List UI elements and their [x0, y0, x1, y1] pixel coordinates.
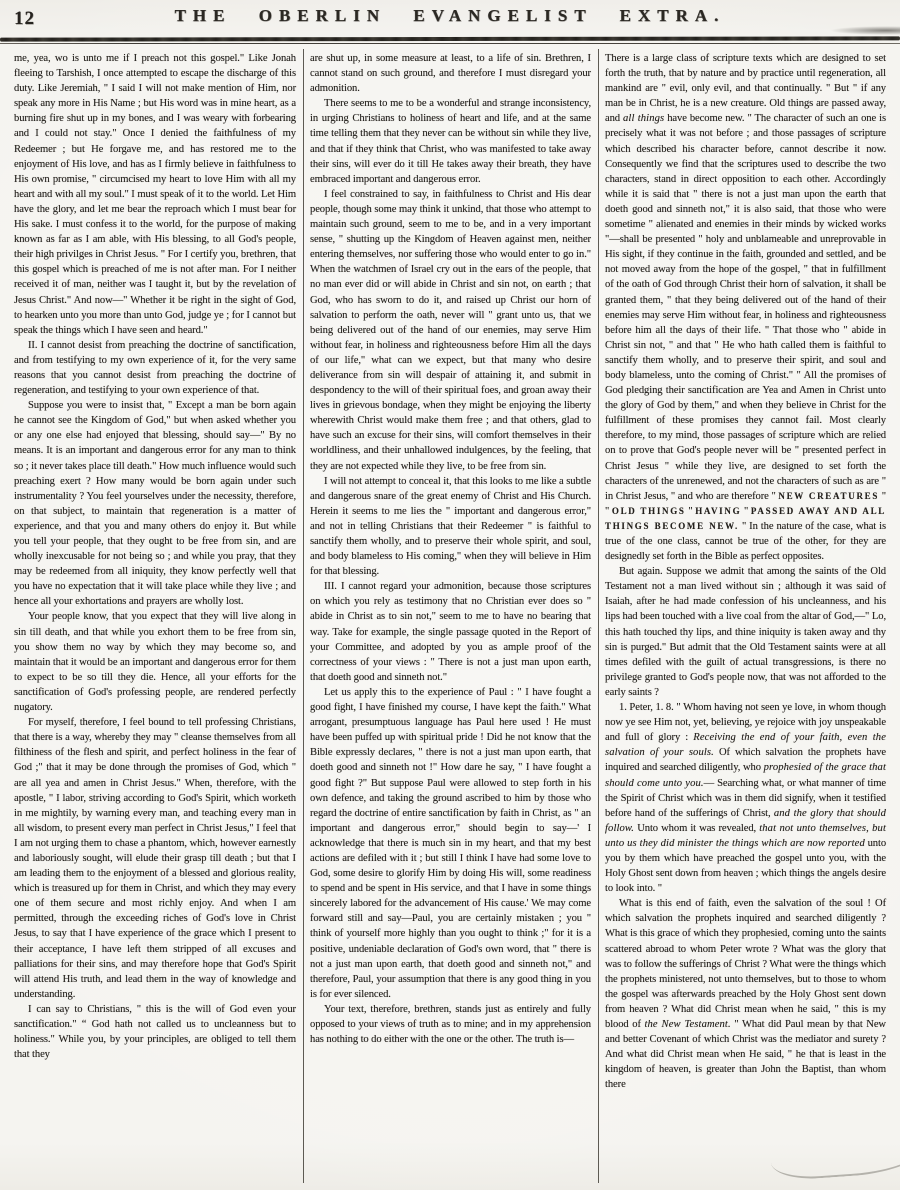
- column-2: [303, 49, 598, 1183]
- masthead: [0, 0, 900, 36]
- paragraph: I feel constrained to say, in faithfulness to Christ and His dear people, though some may think it unkind, that those who attempt to maintain such ground, seem to me to be, and in a very important sense, " shutting up the Kingdom of Heaven against men, neither entering themselves, nor suffering those who would enter to go in." When the watchmen of Israel cry out in the ears of the people, that no man ever did or will abide in Christ and sin not, on earth ; that God, who has sworn to do it, and raised up Christ our horn of salvation to perform the oath, never will " grant unto us, that we being delivered out of the hand of our enemies, may serve Him without fear, in holiness and righteousness before Him all the days of our life," what can we expect, but that many who desire deliverance from sin will despair of attaining it, and submit in despondency to the will of their spiritual foes, and groan away their lives in grievous bondage, when they might be enjoying the liberty wherewith Christ would make them free ; and that others, glad to have such an excuse for their sins, will comfort themselves in their worldliness, and their unhallowed indulgences, by the feeling, that they are not expected while they live, to be free from sin.: [310, 188, 591, 472]
- column-1: [8, 49, 303, 1183]
- paragraph: are shut up, in some measure at least, to a life of sin. Brethren, I cannot stand on such ground, and therefore I must disregard your admonition.: [310, 53, 591, 95]
- page-number: 12: [14, 8, 35, 29]
- columns-container: [0, 47, 900, 1183]
- paragraph: me, yea, wo is unto me if I preach not this gospel." Like Jonah fleeing to Tarshish, I once attempted to escape the discharge of this duty. Like Jeremiah, " I said I will not make mention of Him, nor speak any more in His Name ; but His word was in mine heart, as a burning fire shut up in my bones, and I was weary with forbearing and I could not stay." Once I denied the faithfulness of my Redeemer ; but He forgave me, and has restored me to the enjoyment of His love, and has as I firmly believe in faithfulness to His own promise, " circumcised my heart to love Him with all my heart and with all my soul." I must speak of it to the world. Let Him have the glory, and let me bear the reproach which I must bear for His sake. I must confess it to the world, for the purpose of making known as far as I am able, with His blessing, to all God's people, their high privilges in Christ Jesus. " For I certify you, brethren, that this gospel which is preached of me is not after man. For I neither received it of man, neither was I taught it, but by the revelation of Jesus Christ." And now—" Whether it be right in the sight of God, to hearken unto you more than unto God, judge ye ; for I cannot but speak the things which I have seen and heard.": [14, 53, 296, 336]
- header-rule-thin: [0, 43, 900, 44]
- paragraph: What is this end of faith, even the salvation of the soul ! Of which salvation the prophets inquired and searched diligently ? What is this grace of which they prophesied, coming unto the saints scattered abroad to whom Peter wrote ? What was the glory that was to follow the sufferings of Christ ? What were the things which the prophets ministered, not unto themselves, but to those to whom the gospel was afterwards preached by the Holy Ghost sent down from heaven ? What did Christ mean when he said, " this is my blood of the New Testament. " What did Paul mean by that New and better Covenant of which Christ was the mediator and surety ? And what did Christ mean when He said, " he that is least in the kingdom of heaven, is greater than John the Baptist, than whom there: [605, 898, 886, 1091]
- paragraph: Suppose you were to insist that, " Except a man be born again he cannot see the Kingdom of God," but when asked whether you or any one else had enjoyed that blessing, should say—" By no means. It is an important and dangerous error for any man to think so ; it never takes place till death." How much influence would such preaching exert ? How many would be born again under such instrumentality ? You feel yourselves under the necessity, therefore, on that subject, to maintain that regeneration is a matter of experience, and that you and many others do enjoy it. But while you tell your people, that they ought to be free from sin, and are wholly inexcusable for not being so ; and while you pray, that they may be redeemed from all iniquity, they know perfectly well that you have no expectation that it will take place while they live ; and hence all your exhortations and prayers are wholly lost.: [14, 400, 297, 608]
- paragraph: Let us apply this to the experience of Paul : " I have fought a good fight, I have finished my course, I have kept the faith." What arrogant, presumptuous language has Paul here used ! He must have been puffed up with spiritual pride ! Did he not know that the Bible expressly declares, " there is not a just man upon earth, that doeth good and sinneth not !" How dare he say, " I have fought a good fight ?" But suppose Paul were allowed to step forth in his own defence, and taking the ground ascribed to him by those who regard the doctrine of entire sanctification by faith in Christ, as " an important and dangerous error," should begin to say—' I acknowledge that there is much sin in my heart, and that my best actions are defiled with it ; but still I think I have had some love to God, some desire to glorify Him by doing His will, some readiness to spend and be spent in His service, and that I have in some things sincerely labored for the advancement of His cause.' We may come forward still and say—Paul, you are certainly mistaken ; you " think of yourself more highly than you ought to think ;" for it is a positive, undeniable declaration of God's own word, that " there is not a just man upon earth, that doeth good and sinneth not," and therefore, Paul, your assumption that there is any good thing in you is for ever silenced.: [310, 686, 591, 1000]
- header-rule-thick: [0, 36, 900, 41]
- paragraph: I will not attempt to conceal it, that this looks to me like a subtle and dangerous snare of the great enemy of Christ and His Church. Herein it seems to me lies the " important and dangerous error," and not in telling Christians that their Redeemer " is faithful to sanctify them wholly, and to preserve their whole spirit, and soul, and body blameless to His coming," when they will believe in Him for that blessing.: [310, 475, 591, 578]
- paragraph: There is a large class of scripture texts which are designed to set forth the truth, that by nature and by practice until regeneration, all mankind are " evil, only evil, and that continually. " But " if any man be in Christ, he is a new creature. Old things are passed away, and all things have become new. " The character of such an one is precisely what it was not before ; and those passages of scripture which described his character before, cannot describe it now. Consequently we find that the scriptures used to describe the two characters, stand in direct opposition to each other. Accordingly while it is said that " there is not a just man upon the earth that doeth good and sinneth not," it is also said, that those who were sometime " alienated and enemies in their minds by wicked works "—shall be presented " holy and unblameable and unreprovable in His sight, if they continue in the faith, grounded and settled, and be not moved away from the hope of the gospel, " that in fulfillment of the oath of God through Christ their horn of salvation, it shall be granted them, " that they being delivered out of the hand of their enemies may serve Him without fear, in holiness and righteousness before him all the days of their life. " That those who " abide in Christ sin not, " and that " He who hath called them is faithful to sanctify them wholly, and to preserve their spirit, and soul and body blameless, unto the coming of Christ." " All the promises of God pledging their sanctification are Yea and Amen in Christ unto the glory of God by them," and when they believe in Christ for the fulfillment of these promises they cannot fail. Most clearly therefore, to my mind, those passages of scripture which are relied on to prove that God's people never will be " presented perfect in Christ Jesus " while they live, are designed to set forth the characters of the unrenewed, and not the characters of such as are " in Christ Jesus, " and who are therefore " NEW CREATURES " " OLD THINGS " HAVING " PASSED AWAY AND ALL THINGS BECOME NEW. " In the nature of the case, what is true of the one class, cannot be true of the other, for they are designedly set forth in the Bible as perfect opposites.: [605, 53, 887, 563]
- paragraph: But again. Suppose we admit that among the saints of the Old Testament not a man lived without sin ; although it was said of Isaiah, after he had made confession of his uncleanness, and his lips had been touched with a live coal from the altar of God,—" Lo, this hath touched thy lips, and thine iniquity is taken away and thy sin is purged." But admit that the Old Testament saints were at all times defiled with the guilt of actual transgressions, is there no privilege granted to God's people now, that was not afforded to the early saints ?: [605, 566, 886, 698]
- paragraph: I can say to Christians, " this is the will of God even your sanctification." “ God hath not called us to uncleanness but to holiness." While you, by your principles, are obliged to tell them that they: [14, 1003, 296, 1061]
- header-rule: [0, 37, 900, 47]
- paragraph: Your text, therefore, brethren, stands just as entirely and fully opposed to your views of truth as to mine; and in my apprehension has nothing to do either with the one or the other. The truth is—: [310, 1003, 591, 1046]
- masthead-title: THE OBERLIN EVANGELIST EXTRA.: [174, 6, 726, 25]
- paragraph: III. I cannot regard your admonition, because those scriptures on which you rely as testimony that no Christian ever does so " abide in Christ as to sin not," seem to me to have no bearing that way. Take for example, the single passage quoted in the Report of your Committee, and adopted by you as ample proof of the correctness of your views : " There is not a just man upon earth, that doeth good and sinneth not.": [310, 581, 591, 683]
- paragraph: 1. Peter, 1. 8. " Whom having not seen ye love, in whom though now ye see Him not, yet, believing, ye rejoice with joy unspeakable and full of glory : Receiving the end of your faith, even the salvation of your souls. Of which salvation the prophets have inquired and searched diligently, who prophesied of the grace that should come unto you.— Searching what, or what manner of time the Spirit of Christ which was in them did signify, when it testified before hand of the sufferings of Christ, and the glory that should follow. Unto whom it was revealed, that not unto themselves, but unto us they did minister the things which are now reported unto you by them which have preached the gospel unto you, with the Holy Ghost sent down from heaven ; which things the angels desire to look into. ": [605, 702, 887, 895]
- paragraph: Your people know, that you expect that they will live along in sin till death, and that while you exhort them to be free from sin, you show them no way by which they may become so, and maintain that it would be an important and dangerous error for them to expect to be so till they die. Hence, all your efforts for the sanctification of God's professing people, are rendered perfectly nugatory.: [14, 611, 296, 714]
- paragraph: For myself, therefore, I feel bound to tell professing Christians, that there is a way, whereby they may " cleanse themselves from all filthiness of the flesh and spirit, and perfect holiness in the fear of God ;" that it may be done through the promises of God, which " are all yea and amen in Christ Jesus." When, therefore, with the apostle, " I labor, striving according to God's Spirit, which worketh in me mightily, by warning every man, and teaching every man in all wisdom, to present every man perfect in Christ Jesus," I feel that I am not urging them to chase a phantom, which, however earnestly and laboriously sought, will elude their grasp till death ; but that I am leading them to the enjoyment of a blessed and glorious reality, which is treasured up for them in Christ, and which they may every one of them secure and most richly enjoy. And when I am permitted, through the exceeding riches of God's love in Christ Jesus, to say that I have experience of the grace which I present to their acceptance, I have left them stripped of all excuses and palliations for their sins, and may therefore hope that God's Spirit will attend His truth, and lead them in the way of knowledge and understanding.: [14, 717, 296, 1000]
- column-3: [598, 49, 893, 1183]
- paragraph: There seems to me to be a wonderful and strange inconsistency, in urging Christians to holiness of heart and life, and at the same time telling them that they never can be without sin while they live, and that if they think that Christ, who was manifested to take away their sins, will ever do it till He takes away their breath, they have embraced important and dangerous error.: [310, 98, 591, 185]
- paragraph: II. I cannot desist from preaching the doctrine of sanctification, and from testifying to my own experience of it, for the very same reasons that you cannot desist from preaching the doctrine of regeneration, and testifying to your own experience of that.: [14, 339, 296, 397]
